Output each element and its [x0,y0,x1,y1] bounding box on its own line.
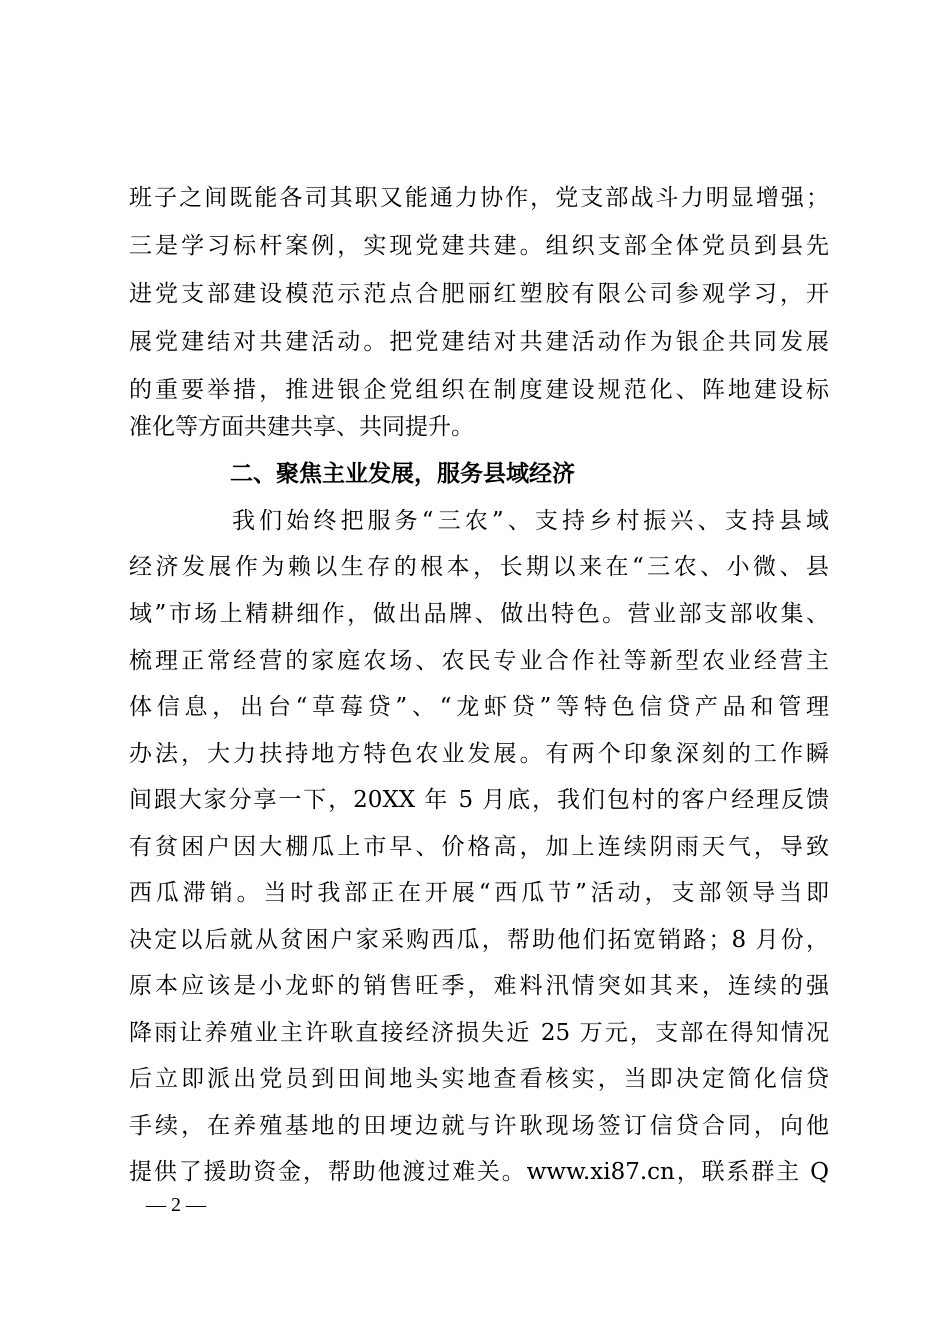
paragraph-2-line-11: 原本应该是小龙虾的销售旺季，难料汛情突如其来，连续的强 [129,973,829,999]
paragraph-2-line-13: 后立即派出党员到田间地头实地查看核实，当即决定简化信贷 [129,1066,829,1092]
paragraph-2-line-5: 体信息，出台“草莓贷”、“龙虾贷”等特色信贷产品和管理 [129,694,829,720]
paragraph-1-line-2: 三是学习标杆案例，实现党建共建。组织支部全体党员到县先 [129,233,829,259]
paragraph-1-line-1: 班子之间既能各司其职又能通力协作，党支部战斗力明显增强； [129,185,829,211]
paragraph-2-line-15: 提供了援助资金，帮助他渡过难关。www.xi87.cn，联系群主 Q [129,1159,829,1185]
paragraph-2-line-6: 办法，大力扶持地方特色农业发展。有两个印象深刻的工作瞬 [129,741,829,767]
paragraph-2-line-3: 域”市场上精耕细作，做出品牌、做出特色。营业部支部收集、 [129,601,829,627]
paragraph-2-line-14: 手续，在养殖基地的田埂边就与许耿现场签订信贷合同，向他 [129,1113,829,1139]
paragraph-2-line-12: 降雨让养殖业主许耿直接经济损失近 25 万元，支部在得知情况 [129,1020,829,1046]
paragraph-2-line-9: 西瓜滞销。当时我部正在开展“西瓜节”活动，支部领导当即 [129,880,829,906]
paragraph-1-line-4: 展党建结对共建活动。把党建结对共建活动作为银企共同发展 [129,329,829,355]
paragraph-2-line-10: 决定以后就从贫困户家采购西瓜，帮助他们拓宽销路；8 月份， [129,927,829,953]
paragraph-2-line-7: 间跟大家分享一下，20XX 年 5 月底，我们包村的客户经理反馈 [129,787,829,813]
section-heading: 二、聚焦主业发展，服务县域经济 [230,460,575,487]
paragraph-1-line-6: 准化等方面共建共享、共同提升。 [129,414,474,440]
paragraph-1-line-3: 进党支部建设模范示范点合肥丽红塑胶有限公司参观学习，开 [129,281,829,307]
paragraph-2-line-1: 我们始终把服务“三农”、支持乡村振兴、支持县域 [232,508,829,534]
paragraph-2-line-4: 梳理正常经营的家庭农场、农民专业合作社等新型农业经营主 [129,648,829,674]
page-number: — 2 — [146,1194,206,1216]
paragraph-1-line-5: 的重要举措，推进银企党组织在制度建设规范化、阵地建设标 [129,377,829,403]
paragraph-2-line-2: 经济发展作为赖以生存的根本，长期以来在“三农、小微、县 [129,554,829,580]
paragraph-2-line-8: 有贫困户因大棚瓜上市早、价格高，加上连续阴雨天气，导致 [129,834,829,860]
